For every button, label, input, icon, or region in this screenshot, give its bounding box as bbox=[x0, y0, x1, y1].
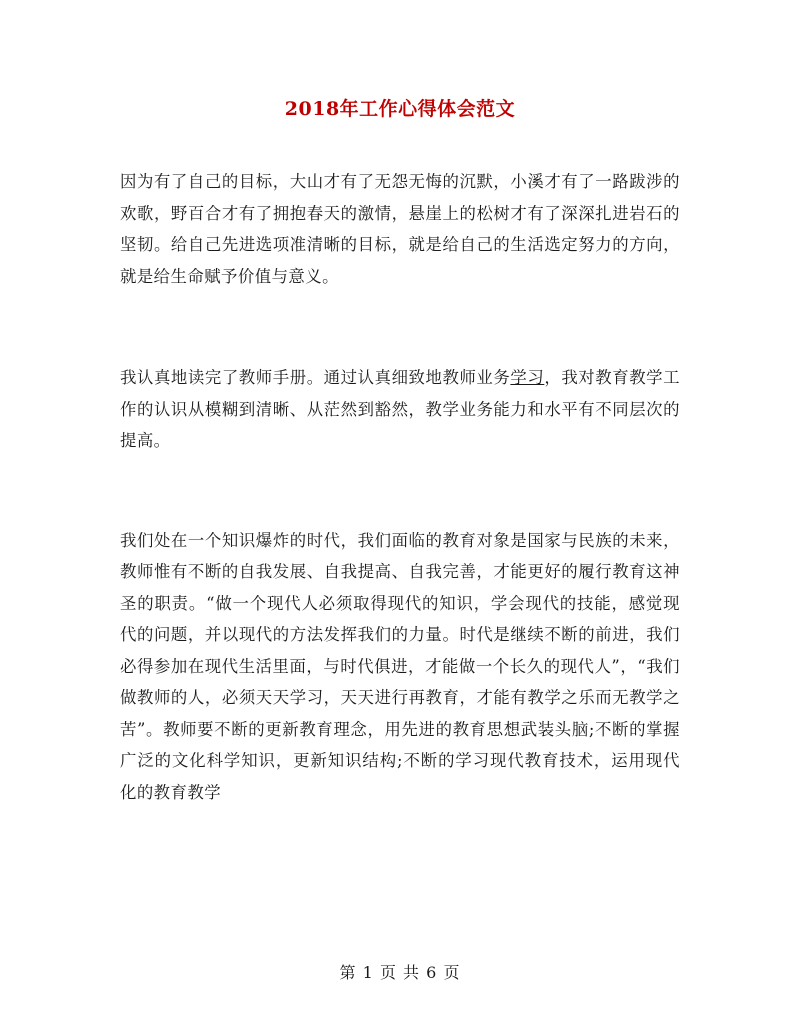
footer-total-pages: 6 bbox=[426, 963, 438, 982]
footer-current-page: 1 bbox=[362, 963, 374, 982]
paragraph-2-text-after-link: ，我对教育教学工作的认识从模糊到清晰、从茫然到豁然，教学业务能力和水平有不同层次的提高。 bbox=[120, 368, 680, 450]
paragraph-1: 因为有了自己的目标，大山才有了无怨无悔的沉默，小溪才有了一路跋涉的欢歌，野百合才有了拥抱春天的激情，悬崖上的松树才有了深深扎进岩石的坚韧。给自己先进选项准清晰的目标，就是给自己的生活选定努力的方向，就是给生命赋予价值与意义。 bbox=[120, 172, 680, 286]
footer-page-word: 页 bbox=[379, 963, 397, 982]
footer-total-word: 共 bbox=[403, 963, 421, 982]
paragraph-2-text-before-link: 我认真地读完了教师手册。通过认真细致地教师业务 bbox=[120, 368, 511, 387]
paragraph-3: 我们处在一个知识爆炸的时代，我们面临的教育对象是国家与民族的未来，教师惟有不断的自我发展、自我提高、自我完善，才能更好的履行教育这神圣的职责。“做一个现代人必须取得现代的知识，学会现代的技能，感觉现代的问题，并以现代的方法发挥我们的力量。时代是继续不断的前进，我们必得参加在现代生活里面，与时代俱进，才能做一个长久的现代人”，“我们做教师的人，必须天天学习，天天进行再教育，才能有教学之乐而无教学之苦”。教师要不断的更新教育理念，用先进的教育思想武装头脑;不断的掌握广泛的文化科学知识，更新知识结构;不断的学习现代教育技术，运用现代化的教育教学 bbox=[120, 530, 680, 802]
page-footer bbox=[0, 960, 800, 983]
document-body bbox=[120, 166, 680, 808]
footer-prefix: 第 bbox=[339, 963, 357, 982]
document-title: 2018年工作心得体会范文 bbox=[284, 98, 516, 120]
paragraph-2 bbox=[120, 362, 680, 457]
study-link[interactable]: 学习 bbox=[510, 368, 545, 387]
footer-suffix: 页 bbox=[443, 963, 461, 982]
